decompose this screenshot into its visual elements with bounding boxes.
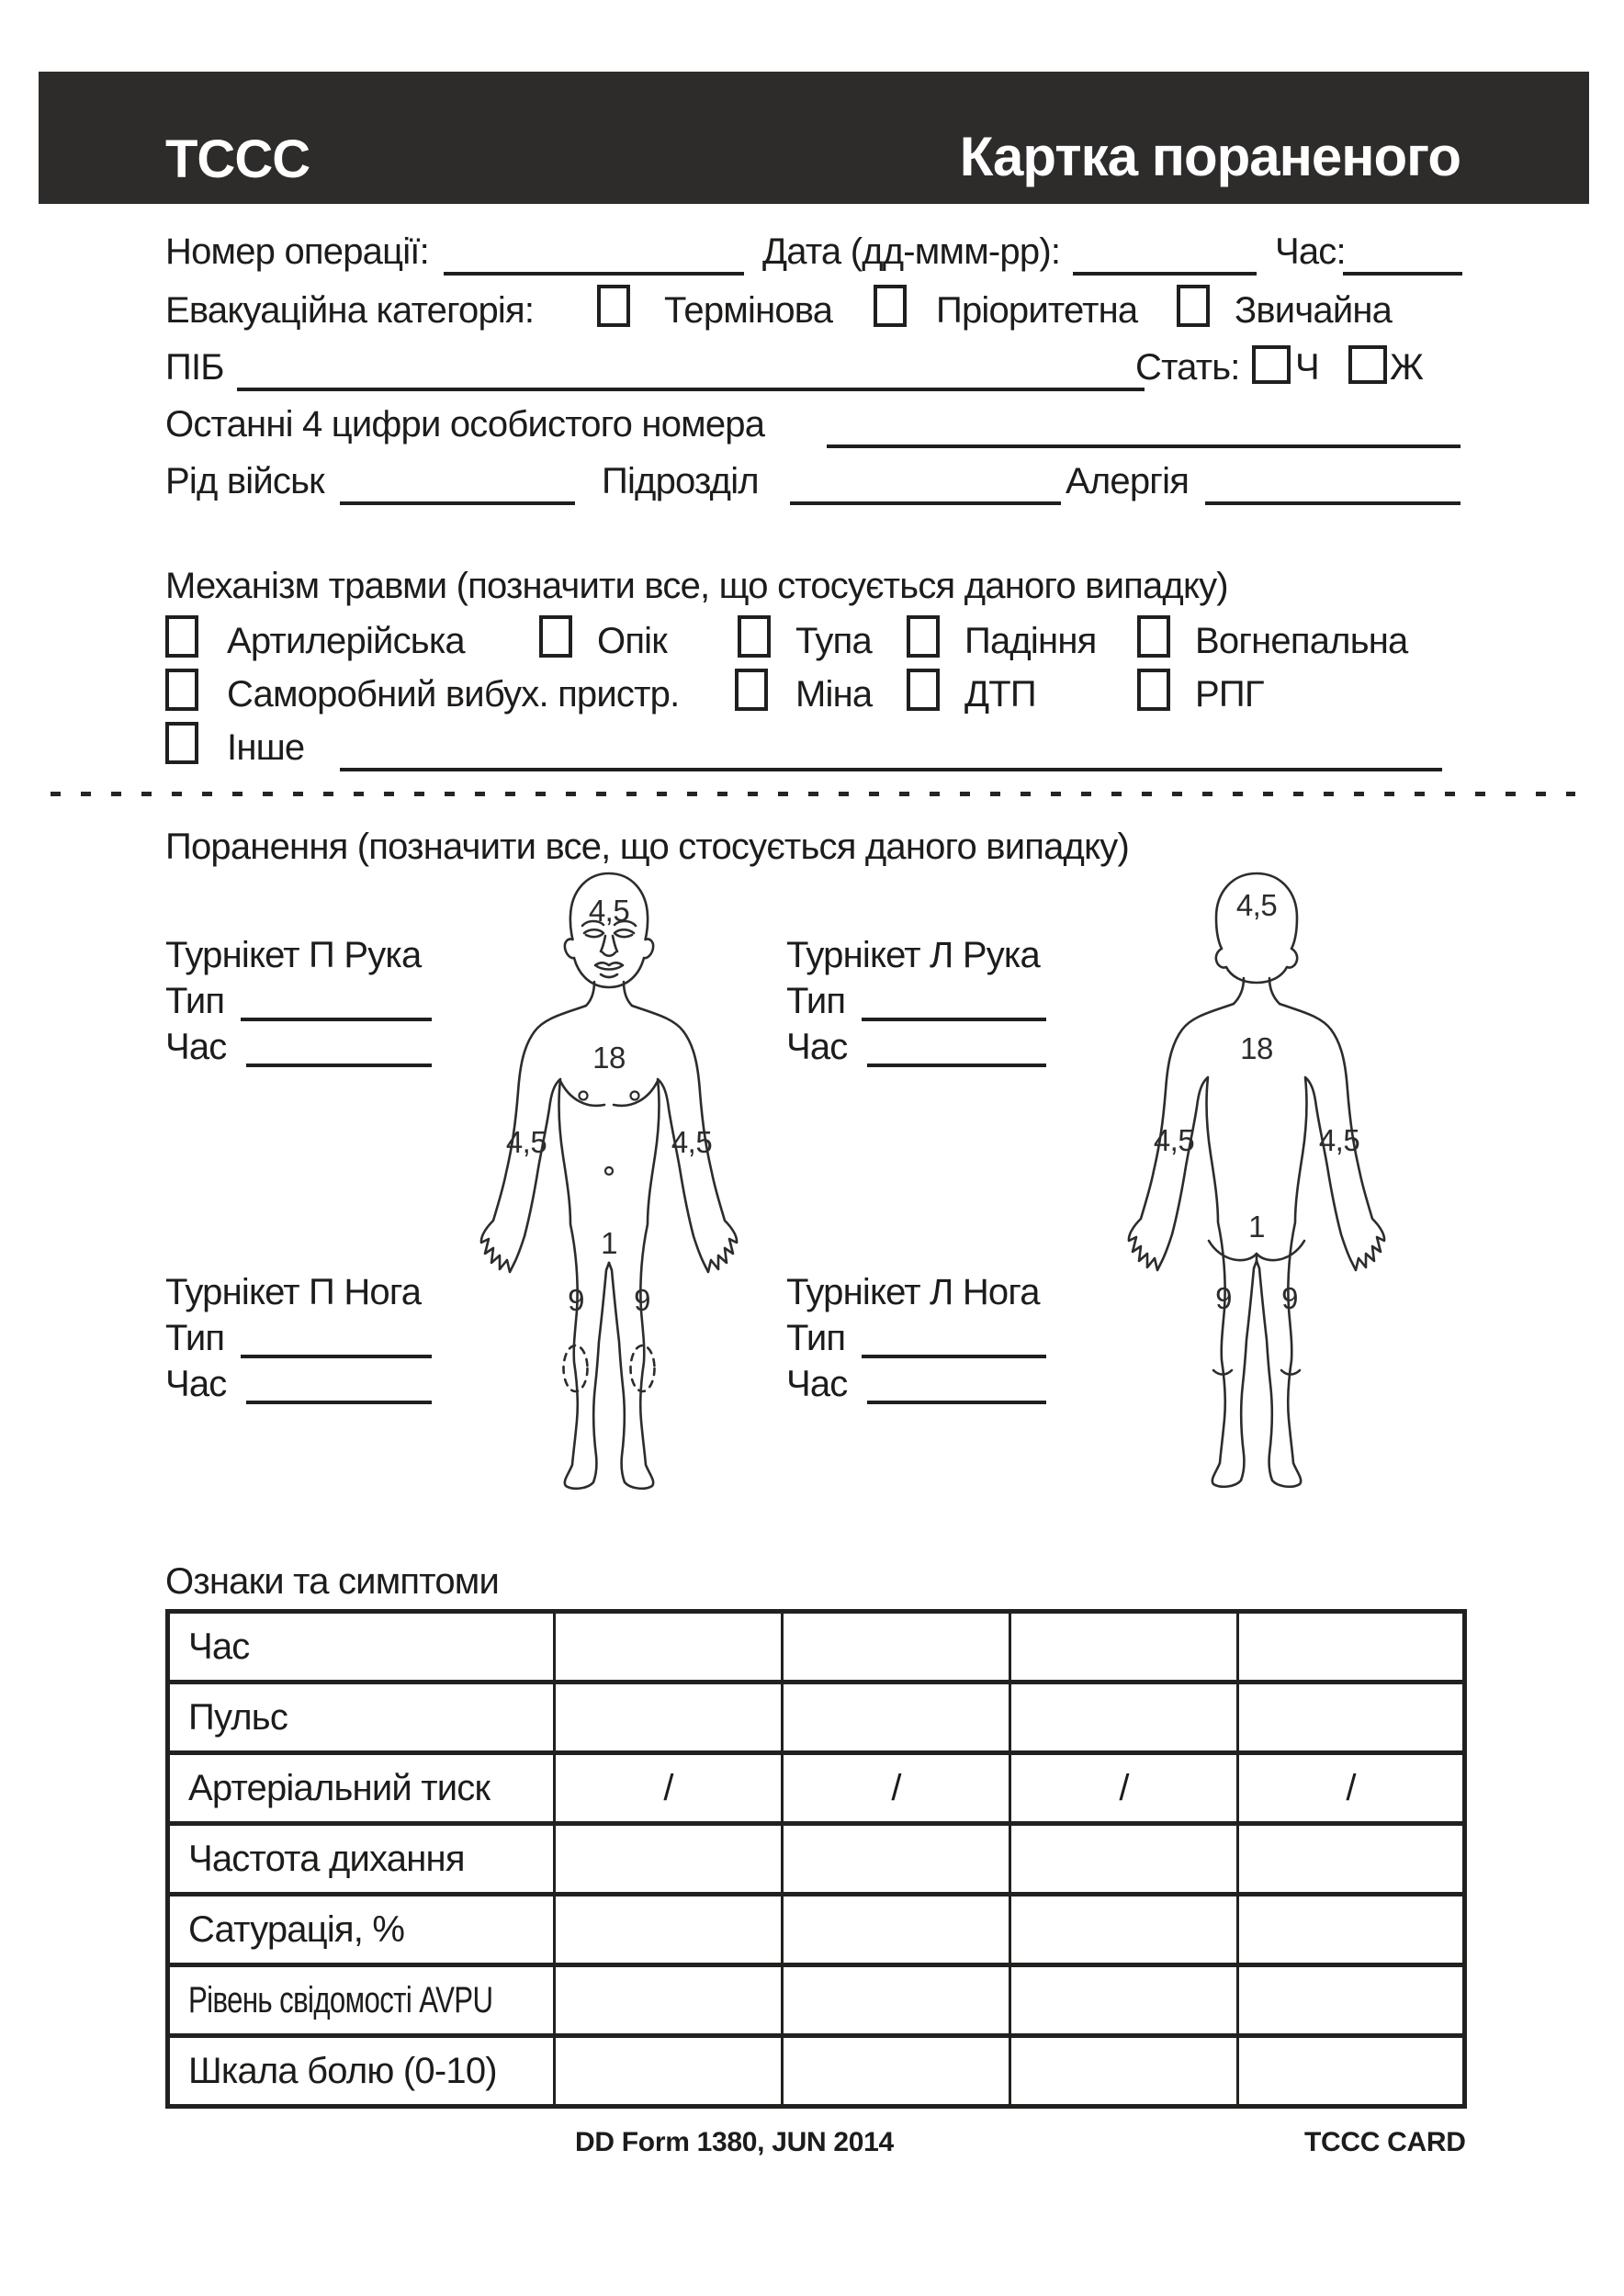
vitals-pulse-cell-4[interactable] — [1238, 1683, 1465, 1753]
front-nose — [601, 936, 617, 956]
checkbox-mech-ied[interactable] — [165, 669, 198, 711]
evac-category-label: Евакуаційна категорія: — [165, 290, 535, 331]
vitals-pulse-cell-2[interactable] — [783, 1683, 1010, 1753]
vitals-pulse-cell-1[interactable] — [555, 1683, 783, 1753]
tourniquet-left-arm-type-line[interactable] — [862, 1018, 1046, 1021]
vitals-row-pain — [168, 2036, 1465, 2107]
vitals-respiration-cell-4[interactable] — [1238, 1824, 1465, 1895]
checkbox-mech-rpg[interactable] — [1137, 669, 1170, 711]
back-sacrum-percent-label: 1 — [1248, 1210, 1265, 1244]
vitals-table — [165, 1609, 1467, 2109]
page-title: Картка пораненого — [959, 126, 1460, 187]
last4-label: Останні 4 цифри особистого номера — [165, 404, 765, 445]
vitals-saturation-cell-1[interactable] — [555, 1895, 783, 1965]
vitals-saturation-label: Сатурація, % — [168, 1895, 555, 1965]
tourniquet-left-leg-time-line[interactable] — [867, 1401, 1046, 1404]
checkbox-mech-mine[interactable] — [735, 669, 768, 711]
back-left-thigh-percent-label: 9 — [1281, 1281, 1298, 1315]
mech-gunshot-label: Вогнепальна — [1195, 621, 1408, 661]
front-mouth — [595, 962, 623, 977]
front-navel — [605, 1167, 613, 1175]
vitals-time-cell-4[interactable] — [1238, 1612, 1465, 1683]
body-diagram-back[interactable] — [1119, 866, 1394, 1518]
tourniquet-right-leg-type-line[interactable] — [241, 1355, 432, 1358]
vitals-pulse-label: Пульс — [168, 1683, 555, 1753]
evac-priority-label: Пріоритетна — [936, 290, 1138, 331]
front-eyes — [584, 929, 634, 937]
vitals-time-cell-1[interactable] — [555, 1612, 783, 1683]
sex-label: Стать: — [1135, 347, 1240, 388]
vitals-time-label: Час — [168, 1612, 555, 1683]
mech-ied-label: Саморобний вибух. пристр. — [227, 674, 680, 715]
mech-fall-label: Падіння — [964, 621, 1097, 661]
tear-line-separator — [51, 792, 1575, 796]
checkbox-sex-male[interactable] — [1252, 345, 1291, 384]
vitals-pain-cell-1[interactable] — [555, 2036, 783, 2107]
front-pectoral-lines — [560, 1081, 658, 1106]
vitals-respiration-cell-1[interactable] — [555, 1824, 783, 1895]
mech-other-label: Інше — [227, 727, 305, 768]
checkbox-mech-blunt[interactable] — [738, 615, 771, 658]
tourniquet-left-leg-type-label: Тип — [786, 1318, 846, 1358]
vitals-bp-cell-4[interactable]: / — [1238, 1753, 1465, 1824]
injury-title: Поранення (позначити все, що стосується даного випадку) — [165, 827, 1129, 867]
tourniquet-right-leg-type-label: Тип — [165, 1318, 225, 1358]
checkbox-evac-priority[interactable] — [874, 285, 907, 327]
vitals-row-time — [168, 1612, 1465, 1683]
name-label: ПІБ — [165, 347, 224, 388]
last4-line[interactable] — [827, 445, 1460, 448]
front-left-arm-percent-label: 4,5 — [671, 1125, 713, 1159]
vitals-avpu-cell-3[interactable] — [1010, 1965, 1238, 2036]
evac-urgent-label: Термінова — [664, 290, 833, 331]
vitals-saturation-cell-3[interactable] — [1010, 1895, 1238, 1965]
sex-male-label: Ч — [1295, 347, 1319, 388]
operation-number-line[interactable] — [444, 272, 744, 276]
mech-mine-label: Міна — [795, 674, 873, 715]
branch-label: Рід військ — [165, 461, 324, 501]
tourniquet-left-leg-title: Турнікет Л Нога — [786, 1272, 1040, 1312]
name-line[interactable] — [237, 388, 1145, 391]
vitals-pain-label: Шкала болю (0-10) — [168, 2036, 555, 2107]
vitals-avpu-cell-4[interactable] — [1238, 1965, 1465, 2036]
allergy-label: Алергія — [1066, 461, 1190, 501]
checkbox-mech-gunshot[interactable] — [1137, 615, 1170, 658]
vitals-time-cell-2[interactable] — [783, 1612, 1010, 1683]
date-label: Дата (дд-ммм-рр): — [762, 231, 1061, 272]
mech-burn-label: Опік — [597, 621, 667, 661]
tourniquet-left-leg-time-label: Час — [786, 1364, 848, 1404]
tourniquet-right-arm-title: Турнікет П Рука — [165, 935, 422, 975]
vitals-row-pulse — [168, 1683, 1465, 1753]
vitals-pain-cell-4[interactable] — [1238, 2036, 1465, 2107]
vitals-title: Ознаки та симптоми — [165, 1561, 500, 1602]
vitals-pulse-cell-3[interactable] — [1010, 1683, 1238, 1753]
card-type-text: TCCC CARD — [1304, 2127, 1466, 2157]
branch-line[interactable] — [340, 501, 575, 505]
tourniquet-right-arm-type-label: Тип — [165, 981, 225, 1021]
vitals-row-blood-pressure — [168, 1753, 1465, 1824]
unit-label: Підрозділ — [602, 461, 759, 501]
front-left-thigh-percent-label: 9 — [634, 1283, 650, 1317]
vitals-avpu-label — [168, 1965, 555, 2036]
mech-artillery-label: Артилерійська — [227, 621, 465, 661]
front-torso-percent-label: 18 — [592, 1041, 626, 1075]
back-knee-creases — [1213, 1370, 1300, 1375]
vitals-avpu-label-text: Рівень свідомості AVPU — [188, 1979, 493, 2020]
back-right-thigh-percent-label: 9 — [1215, 1281, 1232, 1315]
operation-number-label: Номер операції: — [165, 231, 429, 272]
mech-rpg-label: РПГ — [1195, 674, 1264, 715]
tourniquet-right-leg-time-line[interactable] — [246, 1401, 432, 1404]
checkbox-mech-fall[interactable] — [907, 615, 940, 658]
mech-other-line[interactable] — [340, 768, 1442, 771]
tourniquet-left-arm-title: Турнікет Л Рука — [786, 935, 1040, 975]
sex-female-label: Ж — [1390, 347, 1424, 388]
vitals-pain-cell-3[interactable] — [1010, 2036, 1238, 2107]
date-line[interactable] — [1073, 272, 1257, 276]
vitals-pain-cell-2[interactable] — [783, 2036, 1010, 2107]
mech-mvc-label: ДТП — [964, 674, 1036, 715]
back-torso-percent-label: 18 — [1240, 1031, 1273, 1065]
vitals-respiration-label: Частота дихання — [168, 1824, 555, 1895]
back-head-percent-label: 4,5 — [1235, 888, 1278, 922]
tourniquet-right-arm-type-line[interactable] — [241, 1018, 432, 1021]
vitals-row-avpu — [168, 1965, 1465, 2036]
tourniquet-left-leg-type-line[interactable] — [862, 1355, 1046, 1358]
front-groin-percent-label: 1 — [601, 1226, 617, 1260]
checkbox-mech-mvc[interactable] — [907, 669, 940, 711]
tourniquet-right-arm-time-label: Час — [165, 1027, 227, 1067]
evac-routine-label: Звичайна — [1235, 290, 1393, 331]
time-line[interactable] — [1343, 272, 1462, 276]
mech-blunt-label: Тупа — [795, 621, 872, 661]
back-left-arm-percent-label: 4,5 — [1318, 1123, 1360, 1157]
header-brand: ТССС — [165, 129, 310, 189]
vitals-respiration-cell-3[interactable] — [1010, 1824, 1238, 1895]
vitals-bp-cell-1[interactable]: / — [555, 1753, 783, 1824]
front-right-arm-percent-label: 4,5 — [505, 1125, 547, 1159]
vitals-time-cell-3[interactable] — [1010, 1612, 1238, 1683]
checkbox-evac-routine[interactable] — [1177, 285, 1210, 327]
unit-line[interactable] — [790, 501, 1061, 505]
tourniquet-left-arm-type-label: Тип — [786, 981, 846, 1021]
vitals-bp-cell-3[interactable]: / — [1010, 1753, 1238, 1824]
vitals-avpu-cell-1[interactable] — [555, 1965, 783, 2036]
front-right-thigh-percent-label: 9 — [568, 1283, 584, 1317]
form-id-text: DD Form 1380, JUN 2014 — [575, 2127, 894, 2157]
tourniquet-left-arm-time-label: Час — [786, 1027, 848, 1067]
vitals-respiration-cell-2[interactable] — [783, 1824, 1010, 1895]
tourniquet-right-leg-title: Турнікет П Нога — [165, 1272, 422, 1312]
vitals-avpu-cell-2[interactable] — [783, 1965, 1010, 2036]
vitals-bp-cell-2[interactable]: / — [783, 1753, 1010, 1824]
vitals-row-respiration — [168, 1824, 1465, 1895]
back-right-arm-percent-label: 4,5 — [1153, 1123, 1195, 1157]
front-nipple-right — [580, 1092, 588, 1100]
vitals-row-saturation — [168, 1895, 1465, 1965]
front-neck — [586, 982, 632, 1006]
checkbox-mech-artillery[interactable] — [165, 615, 198, 658]
checkbox-sex-female[interactable] — [1348, 345, 1387, 384]
vitals-bp-label: Артеріальний тиск — [168, 1753, 555, 1824]
tourniquet-left-arm-time-line[interactable] — [867, 1064, 1046, 1067]
front-nipple-left — [631, 1092, 639, 1100]
vitals-saturation-cell-4[interactable] — [1238, 1895, 1465, 1965]
tourniquet-right-leg-time-label: Час — [165, 1364, 227, 1404]
front-head-percent-label: 4,5 — [588, 894, 630, 928]
mechanism-title: Механізм травми (позначити все, що стосується даного випадку) — [165, 566, 1228, 606]
body-diagram-front[interactable] — [471, 868, 747, 1520]
time-label: Час: — [1275, 231, 1346, 272]
checkbox-evac-urgent[interactable] — [597, 285, 630, 327]
checkbox-mech-other[interactable] — [165, 722, 198, 764]
vitals-saturation-cell-2[interactable] — [783, 1895, 1010, 1965]
checkbox-mech-burn[interactable] — [539, 615, 572, 658]
tourniquet-right-arm-time-line[interactable] — [246, 1064, 432, 1067]
allergy-line[interactable] — [1205, 501, 1460, 505]
